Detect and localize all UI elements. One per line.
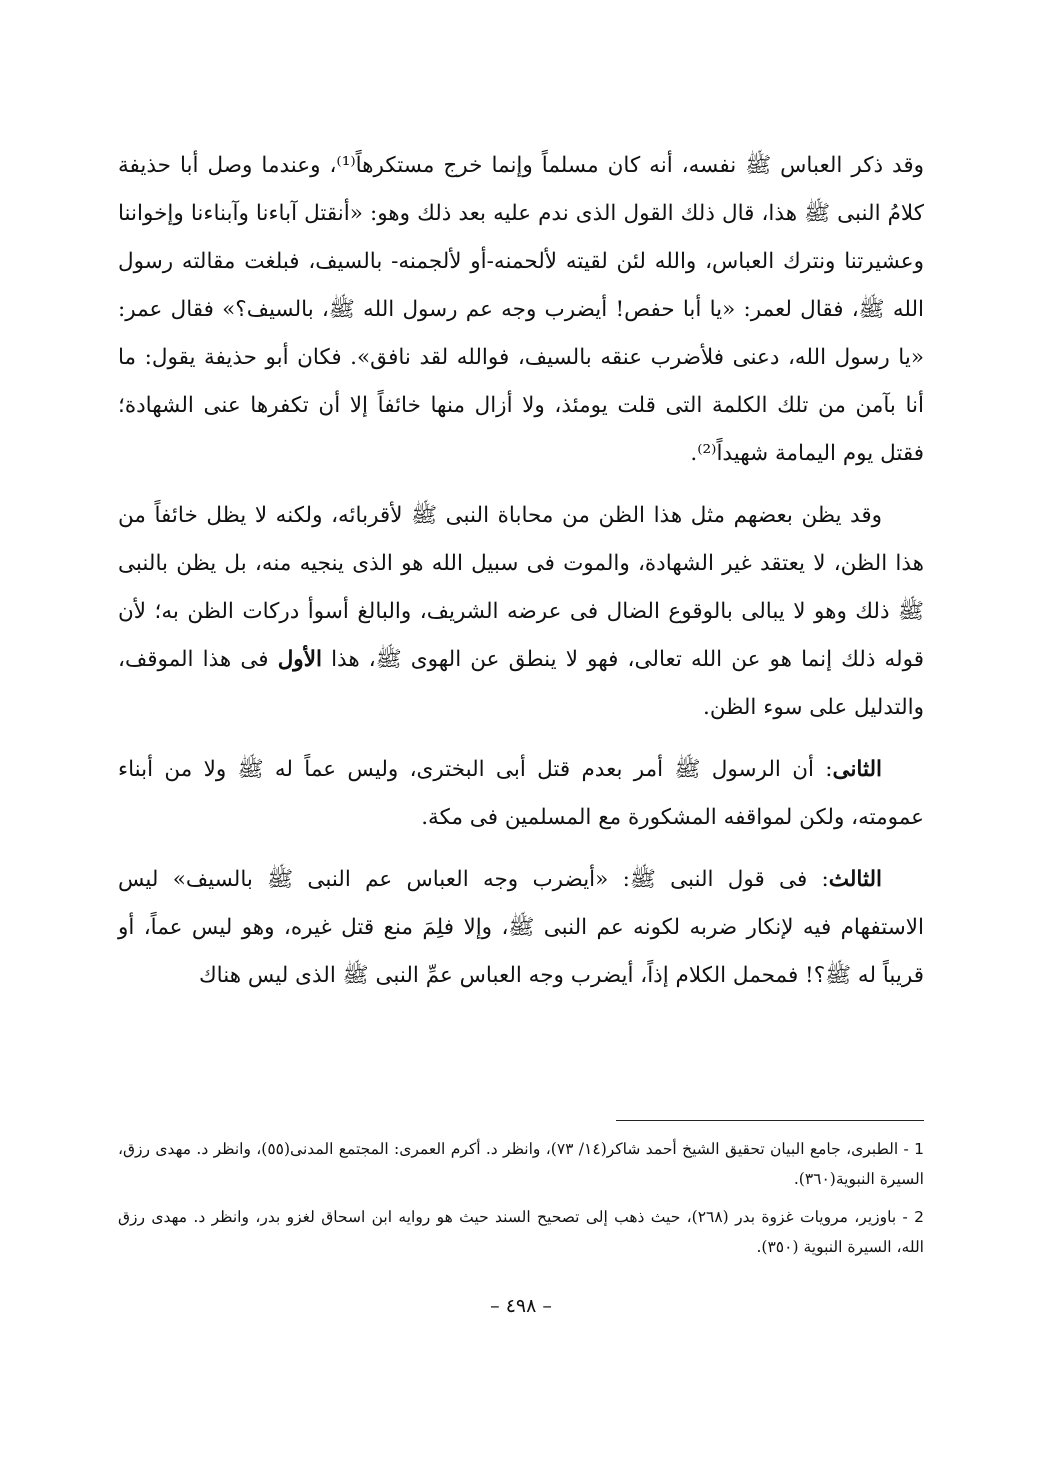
- paragraph-4: [118, 856, 924, 1000]
- footnote-separator: [616, 1120, 924, 1121]
- paragraph-4-heading: الثالث: [828, 867, 882, 892]
- footnote-1-number: 1: [914, 1140, 924, 1158]
- paragraph-2: [118, 492, 924, 732]
- paragraph-2-text-start: وقد يظن بعضهم مثل هذا الظن من محاباة النبى ﷺ لأقربائه، ولكنه لا يظل خائفاً من هذا الظن، لا يعتقد غير الشهادة، والموت فى سبيل الله هو الذى ينجيه منه، بل يظن بالنبى ﷺ ذلك وهو لا يبالى بالوقوع الضال فى عرضه الشريف، والبالغ أسوأ دركات الظن به؛ لأن قوله ذلك إنما هو عن الله تعالى، فهو لا ينطق عن الهوى ﷺ، هذا: [118, 503, 924, 672]
- paragraph-3-text: : أن الرسول ﷺ أمر بعدم قتل أبى البخترى، وليس عماً له ﷺ ولا من أبناء عمومته، ولكن لمواقفه المشكورة مع المسلمين فى مكة.: [118, 757, 924, 830]
- paragraph-1: وقد ذكر العباس ﷺ نفسه، أنه كان مسلماً وإنما خرج مستكرهاً⁽¹⁾، وعندما وصل أبا حذيفة كلامُ النبى ﷺ هذا، قال ذلك القول الذى ندم عليه بعد ذلك وهو: «أنقتل آباءنا وآبناءنا وإخواننا وعشيرتنا ونترك العباس، والله لئن لقيته لألحمنه-أو لألجمنه- بالسيف، فبلغت مقالته رسول الله ﷺ، فقال لعمر: «يا أبا حفص! أيضرب وجه عم رسول الله ﷺ، بالسيف؟» فقال عمر: «يا رسول الله، دعنى فلأضرب عنقه بالسيف، فوالله لقد نافق». فكان أبو حذيفة يقول: ما أنا بآمن من تلك الكلمة التى قلت يومئذ، ولا أزال منها خائفاً إلا أن تكفرها عنى الشهادة؛ فقتل يوم اليمامة شهيداً⁽²⁾.: [118, 153, 924, 466]
- page-content: [118, 142, 924, 1442]
- paragraph-3-heading: الثانى: [832, 757, 882, 782]
- paragraph-4-text: : فى قول النبى ﷺ: «أيضرب وجه العباس عم النبى ﷺ بالسيف» ليس الاستفهام فيه لإنكار ضربه لكونه عم النبى ﷺ، وإلا فلِمَ منع قتل غيره، وهو ليس عماً، أو قريباً له ﷺ؟! فمحمل الكلام إذاً، أيضرب وجه العباس عمِّ النبى ﷺ الذى ليس هناك: [118, 867, 924, 988]
- footnote-2-text: - باوزير، مرويات غزوة بدر (٢٦٨)، حيث ذهب إلى تصحيح السند حيث هو روايه ابن اسحاق لغزو بدر، وانظر د. مهدى رزق الله، السيرة النبوية (٣٥٠).: [118, 1208, 924, 1256]
- footnote-1: [118, 1134, 924, 1194]
- footnote-2: [118, 1202, 924, 1262]
- paragraph-2-bold-term: الأول: [277, 647, 322, 672]
- footnotes: [118, 1134, 924, 1270]
- page-number: – ٤٩٨ –: [490, 1295, 552, 1317]
- footnote-2-number: 2: [914, 1208, 925, 1226]
- paragraph-3: [118, 746, 924, 842]
- paragraph-2-text-end: فى هذا الموقف، والتدليل على سوء الظن.: [118, 647, 924, 720]
- footnote-1-text: - الطبرى، جامع البيان تحقيق الشيخ أحمد شاكر(١٤/ ٧٣)، وانظر د. أكرم العمرى: المجتمع المدنى(٥٥)، وانظر د. مهدى رزق، السيرة النبوية(٣٦٠).: [118, 1140, 924, 1188]
